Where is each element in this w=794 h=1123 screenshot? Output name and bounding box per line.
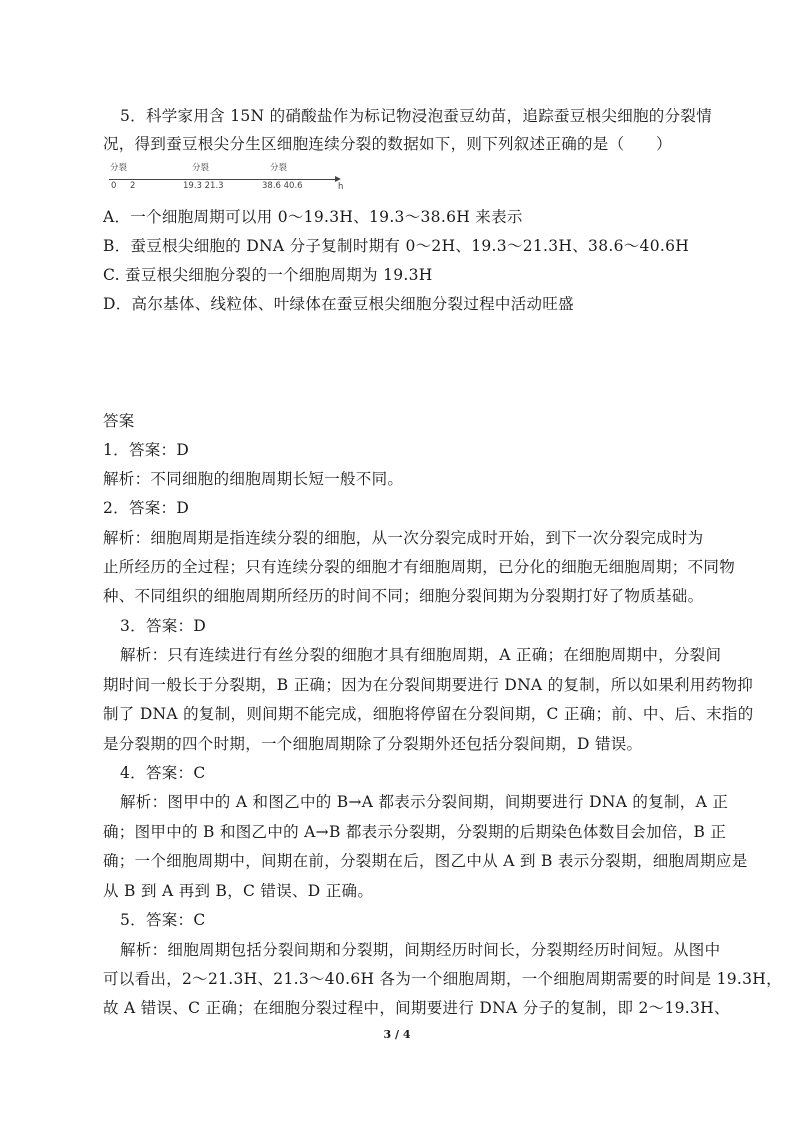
answer-1: 1．答案：D	[103, 441, 190, 459]
option-b: B．蚕豆根尖细胞的 DNA 分子复制时期有 0～2H、19.3～21.3H、38.6～40.6H	[103, 237, 690, 255]
answer-2: 2．答案：D	[103, 499, 190, 517]
explanation-2-line-2: 止所经历的全过程；只有连续分裂的细胞才有细胞周期，已分化的细胞无细胞周期；不同物	[103, 558, 736, 576]
option-a: A．一个细胞周期可以用 0～19.3H、19.3～38.6H 来表示	[103, 208, 523, 226]
page-number: 3 / 4	[383, 1028, 411, 1041]
timeline-tick-38-40: 38.6 40.6	[262, 181, 303, 191]
explanation-3-line-4: 是分裂期的四个时期，一个细胞周期除了分裂期外还包括分裂间期，D 错误。	[103, 735, 643, 753]
explanation-2-line-3: 种、不同组织的细胞周期所经历的时间不同；细胞分裂间期为分裂期打好了物质基础。	[103, 587, 704, 605]
explanation-5-line-3: 故 A 错误、C 正确；在细胞分裂过程中，间期要进行 DNA 分子的复制，即 2～19.3H、	[103, 999, 730, 1017]
question-5-line-1: 5．科学家用含 15N 的硝酸盐作为标记物浸泡蚕豆幼苗，追踪蚕豆根尖细胞的分裂情	[120, 107, 713, 125]
answer-4: 4．答案：C	[120, 764, 206, 782]
option-d: D．高尔基体、线粒体、叶绿体在蚕豆根尖细胞分裂过程中活动旺盛	[103, 295, 574, 313]
timeline-division-label-1: 分裂	[110, 163, 128, 173]
timeline-tick-2: 2	[130, 181, 136, 191]
explanation-4-line-1: 解析：图甲中的 A 和图乙中的 B→A 都表示分裂间期，间期要进行 DNA 的复制，A 正	[120, 793, 729, 811]
explanation-3-line-3: 制了 DNA 的复制，则间期不能完成，细胞将停留在分裂间期，C 正确；前、中、后、末指的	[103, 705, 754, 723]
explanation-5-line-1: 解析：细胞周期包括分裂间期和分裂期，间期经历时间长，分裂期经历时间短。从图中	[120, 941, 721, 959]
explanation-3-line-1: 解析：只有连续进行有丝分裂的细胞才具有细胞周期，A 正确；在细胞周期中，分裂间	[120, 646, 722, 664]
timeline-axis	[109, 179, 337, 180]
question-5-line-2: 况，得到蚕豆根尖分生区细胞连续分裂的数据如下，则下列叙述正确的是（ ）	[103, 135, 672, 153]
timeline-division-label-3: 分裂	[270, 163, 288, 173]
explanation-4-line-3: 确；一个细胞周期中，间期在前，分裂期在后，图乙中从 A 到 B 表示分裂期，细胞周期应是	[103, 852, 748, 870]
explanation-1: 解析：不同细胞的细胞周期长短一般不同。	[103, 470, 404, 488]
answer-3: 3．答案：D	[120, 617, 207, 635]
option-c: C. 蚕豆根尖细胞分裂的一个细胞周期为 19.3H	[103, 266, 433, 284]
explanation-4-line-4: 从 B 到 A 再到 B，C 错误、D 正确。	[103, 882, 374, 900]
explanation-5-line-2: 可以看出，2～21.3H、21.3～40.6H 各为一个细胞周期，一个细胞周期需要的时间是 19.3H，	[103, 970, 782, 988]
explanation-3-line-2: 期时间一般长于分裂期，B 正确；因为在分裂间期要进行 DNA 的复制，所以如果利用药物抑	[103, 676, 754, 694]
timeline-tick-19-21: 19.3 21.3	[183, 181, 224, 191]
answers-heading: 答案	[103, 412, 135, 430]
timeline-division-label-2: 分裂	[192, 163, 210, 173]
timeline-unit: h	[338, 182, 344, 192]
answer-5: 5．答案：C	[120, 911, 206, 929]
explanation-2-line-1: 解析：细胞周期是指连续分裂的细胞，从一次分裂完成时开始，到下一次分裂完成时为	[103, 529, 704, 547]
explanation-4-line-2: 确；图甲中的 B 和图乙中的 A→B 都表示分裂期，分裂期的后期染色体数目会加倍，B 正	[103, 823, 727, 841]
timeline-tick-0: 0	[111, 181, 117, 191]
